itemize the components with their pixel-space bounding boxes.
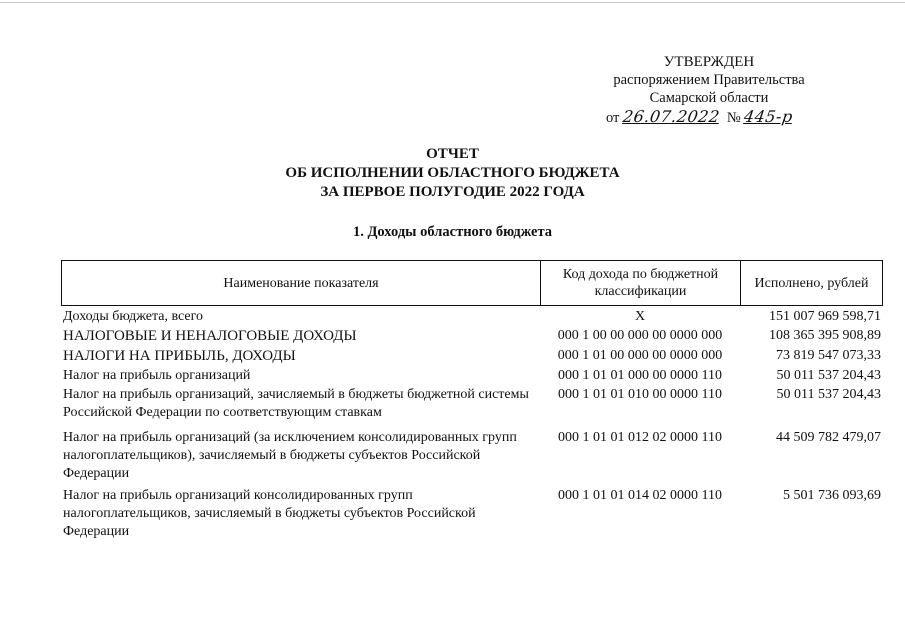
row-amount: 50 011 537 204,43 (776, 387, 881, 402)
row-code: 000 1 01 01 014 02 0000 110 (558, 488, 722, 503)
table-row (63, 327, 883, 347)
row-name: НАЛОГИ НА ПРИБЫЛЬ, ДОХОДЫ (63, 348, 296, 364)
approval-date-line (598, 108, 820, 127)
handwritten-date: 26.07.2022 (621, 107, 722, 126)
header-amount: Исполнено, рублей (754, 275, 869, 291)
row-name: Налог на прибыль организаций (63, 368, 251, 383)
row-name: Налог на прибыль организаций, зачисляемый в бюджеты бюджетной системы Российской Федерации по соответствующим ставкам (63, 387, 529, 420)
row-name: Налог на прибыль организаций консолидированных групп налогоплательщиков, зачисляемый в бюджеты субъектов Российской Федерации (63, 488, 476, 539)
row-code: 000 1 01 01 010 00 0000 110 (558, 387, 722, 402)
approval-heading: УТВЕРЖДЕН (663, 54, 755, 70)
row-amount: 151 007 969 598,71 (769, 309, 881, 324)
report-title-line-1: ОТЧЕТ (426, 146, 479, 162)
row-code: Х (634, 309, 646, 324)
table-header (61, 260, 883, 306)
row-code: 000 1 01 00 000 00 0000 000 (557, 348, 723, 363)
approval-stamp (598, 53, 820, 127)
table-row (63, 308, 883, 327)
row-amount: 44 509 782 479,07 (776, 430, 881, 445)
row-amount: 5 501 736 093,69 (783, 488, 881, 503)
row-name: Доходы бюджета, всего (63, 309, 204, 324)
approval-line-2: Самарской области (649, 90, 769, 106)
date-prefix: от (606, 110, 620, 126)
table-row (63, 386, 883, 429)
table-row (63, 347, 883, 367)
header-name: Наименование показателя (62, 261, 541, 305)
table-row (63, 367, 883, 386)
row-amount: 108 365 395 908,89 (769, 328, 881, 343)
row-name: НАЛОГОВЫЕ И НЕНАЛОГОВЫЕ ДОХОДЫ (63, 328, 357, 344)
row-name: Налог на прибыль организаций (за исключением консолидированных групп налогоплательщиков), зачисляемый в бюджеты субъектов Российской Федерации (63, 430, 517, 481)
report-title (0, 145, 905, 202)
handwritten-number: 445-р (743, 107, 795, 126)
row-code: 000 1 01 01 012 02 0000 110 (558, 430, 722, 445)
table-row (63, 487, 883, 543)
approval-line-1: распоряжением Правительства (613, 72, 805, 88)
report-title-line-3: ЗА ПЕРВОЕ ПОЛУГОДИЕ 2022 ГОДА (320, 184, 585, 200)
top-border-line (0, 2, 905, 3)
row-amount: 73 819 547 073,33 (776, 348, 881, 363)
table-body (63, 308, 883, 543)
number-prefix: № (726, 110, 741, 126)
row-amount: 50 011 537 204,43 (776, 368, 881, 383)
row-code: 000 1 01 01 000 00 0000 110 (558, 368, 722, 383)
row-code: 000 1 00 00 000 00 0000 000 (557, 328, 723, 343)
header-code: Код дохода по бюджетной классификации (541, 261, 741, 305)
section-title: 1. Доходы областного бюджета (352, 224, 553, 240)
table-row (63, 429, 883, 487)
report-title-line-2: ОБ ИСПОЛНЕНИИ ОБЛАСТНОГО БЮДЖЕТА (285, 165, 620, 181)
